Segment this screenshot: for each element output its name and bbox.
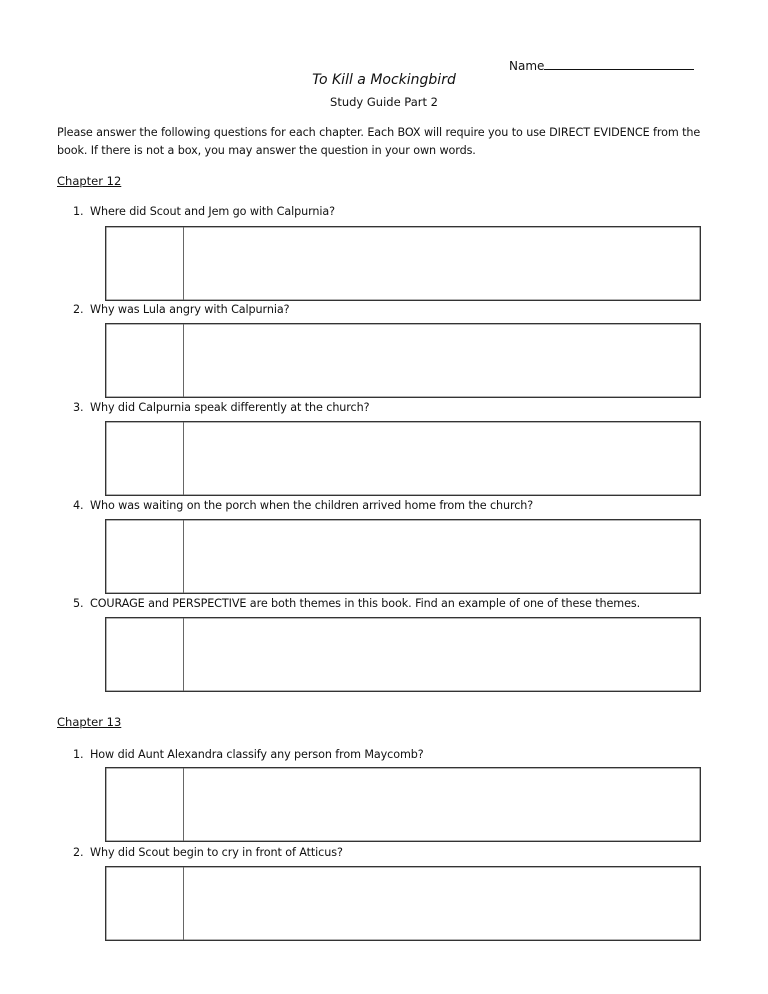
question-number: 1. xyxy=(73,205,84,218)
question-number: 3. xyxy=(73,401,84,414)
evidence-answer-box[interactable] xyxy=(105,421,701,496)
question xyxy=(73,499,533,512)
box-column-divider xyxy=(183,867,184,940)
document-subtitle: Study Guide Part 2 xyxy=(330,95,438,109)
name-label: Name xyxy=(509,59,545,73)
box-column-divider xyxy=(183,422,184,495)
box-column-divider xyxy=(183,768,184,841)
question-number: 2. xyxy=(73,846,84,859)
document-title: To Kill a Mockingbird xyxy=(312,72,456,88)
instructions: Please answer the following questions for each chapter. Each BOX will require you to use DIRECT EVIDENCE from the book. If there is not a box, you may answer the question in your own words. xyxy=(57,126,701,157)
question-text: Who was waiting on the porch when the children arrived home from the church? xyxy=(90,499,534,512)
question-number: 1. xyxy=(73,748,84,761)
question-text: Why did Calpurnia speak differently at the church? xyxy=(90,401,370,414)
box-column-divider xyxy=(183,227,184,300)
question xyxy=(73,205,335,218)
box-column-divider xyxy=(183,618,184,691)
question-number: 5. xyxy=(73,597,84,610)
evidence-answer-box[interactable] xyxy=(105,323,701,398)
evidence-answer-box[interactable] xyxy=(105,226,701,301)
question-text: Why did Scout begin to cry in front of Atticus? xyxy=(90,846,343,859)
chapter-heading: Chapter 13 xyxy=(57,715,122,729)
question-text: COURAGE and PERSPECTIVE are both themes in this book. Find an example of one of these themes. xyxy=(90,597,641,610)
question xyxy=(73,303,289,316)
evidence-answer-box[interactable] xyxy=(105,617,701,692)
box-column-divider xyxy=(183,520,184,593)
evidence-answer-box[interactable] xyxy=(105,866,701,941)
box-column-divider xyxy=(183,324,184,397)
evidence-answer-box[interactable] xyxy=(105,519,701,594)
question xyxy=(73,401,369,414)
question-text: Why was Lula angry with Calpurnia? xyxy=(90,303,290,316)
question-text: Where did Scout and Jem go with Calpurnia? xyxy=(90,205,336,218)
question xyxy=(73,597,640,610)
name-blank-line[interactable] xyxy=(544,57,694,70)
question xyxy=(73,748,424,761)
question-number: 4. xyxy=(73,499,84,512)
question-text: How did Aunt Alexandra classify any person from Maycomb? xyxy=(90,748,424,761)
question-number: 2. xyxy=(73,303,84,316)
name-field[interactable] xyxy=(509,57,694,73)
evidence-answer-box[interactable] xyxy=(105,767,701,842)
question xyxy=(73,846,343,859)
chapter-heading: Chapter 12 xyxy=(57,174,122,188)
